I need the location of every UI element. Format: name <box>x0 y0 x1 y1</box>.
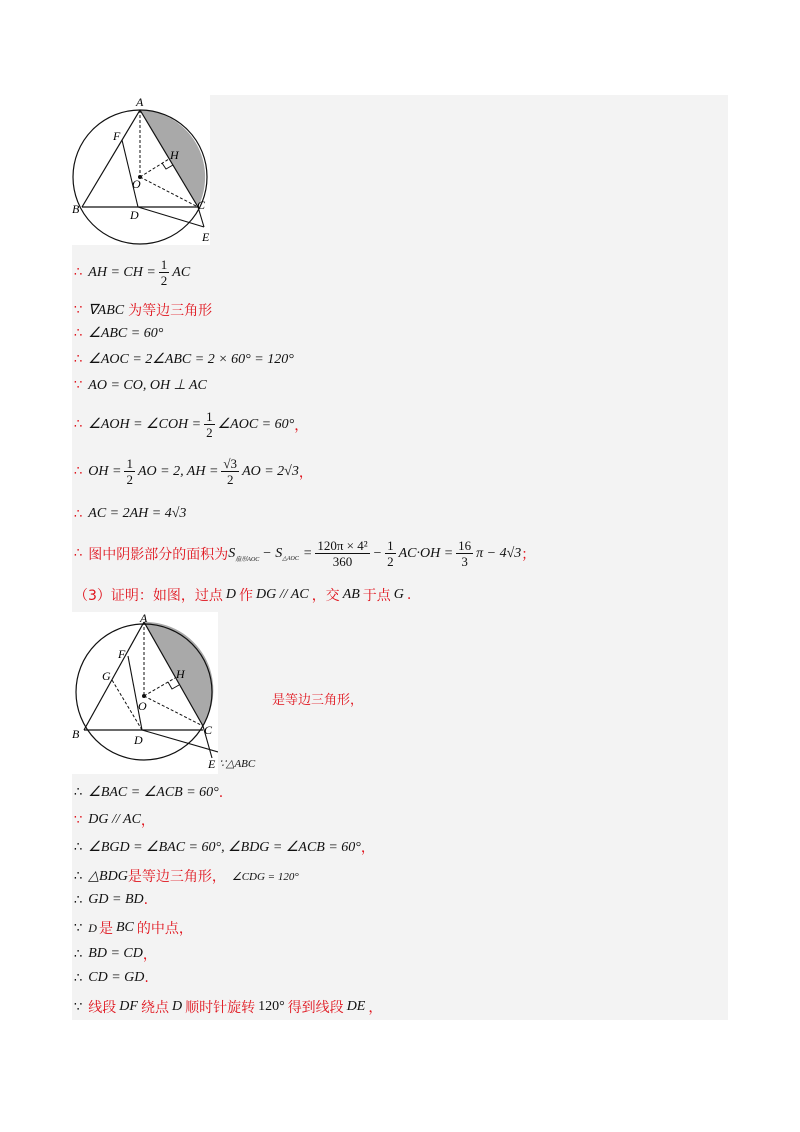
chinese-text: 作 <box>239 588 254 604</box>
math-text: AH = CH = <box>88 264 156 280</box>
chinese-text: 的中点， <box>136 921 193 937</box>
label-h: H <box>176 667 185 681</box>
chinese-text: 顺时针旋转 <box>185 1000 256 1016</box>
math-text: DE <box>346 999 366 1014</box>
therefore-symbol: ∴ <box>74 352 83 367</box>
math-text: ∠BAC = ∠ACB = 60° <box>88 785 219 800</box>
because-symbol: ∵ <box>74 302 83 318</box>
math-text: ∠BGD = ∠BAC = 60°, ∠BDG = ∠ACB = 60° <box>88 839 361 855</box>
punctuation: ， <box>368 1000 383 1016</box>
punctuation: . <box>143 892 149 908</box>
figure-2-suffix: ∵△ABC <box>219 758 256 770</box>
math-text: △BDG <box>88 868 128 884</box>
math-text: AO = 2, AH = <box>137 463 219 479</box>
math-text: D <box>171 999 183 1014</box>
subscript: △AOC <box>282 556 299 562</box>
chinese-text: 图中阴影部分的面积为 <box>88 546 229 563</box>
fraction: $\frac{16}{3}$ <box>458 538 472 569</box>
side-ab <box>84 622 144 730</box>
math-text: = <box>302 545 313 561</box>
line-6 <box>74 409 308 440</box>
line-3 <box>74 325 163 342</box>
math-text: − <box>372 545 383 561</box>
chinese-text: 是等边三角形， <box>127 869 226 885</box>
math-text: D <box>225 587 237 602</box>
line-5 <box>74 377 207 394</box>
math-text: G <box>393 587 404 602</box>
math-text: DF <box>119 999 138 1014</box>
math-text: AC = 2AH = 4√3 <box>88 506 187 521</box>
math-text: CD = GD <box>88 970 145 985</box>
fraction: $\frac{√3}{2}$ <box>223 456 238 487</box>
label-a: A <box>136 95 144 109</box>
label-c: C <box>197 198 206 212</box>
punctuation: . <box>144 970 149 986</box>
therefore-symbol: ∴ <box>74 785 83 800</box>
right-angle-mark <box>168 682 179 689</box>
math-text: π − 4√3 <box>476 545 522 561</box>
label-h: H <box>170 148 179 162</box>
center-point <box>142 694 146 698</box>
math-text: AO = 2√3 <box>242 463 299 479</box>
label-d: D <box>130 208 139 222</box>
line-19 <box>74 997 382 1017</box>
circle-diagram-1 <box>72 95 210 245</box>
label-d: D <box>134 733 143 747</box>
because-symbol: ∵ <box>74 999 83 1015</box>
line-9 <box>74 538 535 569</box>
math-text: AC·OH = <box>398 545 454 561</box>
label-o: O <box>138 699 147 713</box>
label-f: F <box>113 129 121 143</box>
punctuation: ， <box>140 813 155 829</box>
line-17 <box>74 944 157 964</box>
line-16 <box>74 918 193 938</box>
chinese-text: 绕点 <box>140 1000 169 1016</box>
circle-diagram-2 <box>72 612 218 774</box>
fraction: $\frac{\text{120π × 4²}}{360}$ <box>317 538 368 569</box>
geometry-figure-1 <box>72 95 210 245</box>
label-e: E <box>202 230 210 244</box>
line-18 <box>74 970 149 986</box>
line-8 <box>74 506 186 522</box>
math-text: BC <box>115 920 134 935</box>
therefore-symbol: ∴ <box>74 546 83 561</box>
math-text: ∠AOH = ∠COH = <box>88 417 202 432</box>
chinese-text: 为等边三角形 <box>128 303 213 319</box>
line-13 <box>74 837 375 857</box>
therefore-symbol: ∴ <box>74 326 83 341</box>
because-symbol: ∵ <box>74 920 83 936</box>
therefore-symbol: ∴ <box>74 417 83 432</box>
math-text: ∠ABC = 60° <box>88 326 164 341</box>
math-text: AO = CO, OH ⊥ AC <box>88 378 207 393</box>
therefore-symbol: ∴ <box>74 506 83 522</box>
line-2 <box>74 300 212 320</box>
label-g: G <box>102 669 111 683</box>
segment-df <box>122 140 138 207</box>
fraction: $\frac{1}{2}$ <box>126 456 133 487</box>
label-e: E <box>208 757 216 771</box>
math-text: ∇ABC <box>88 302 125 318</box>
geometry-figure-2 <box>72 612 218 774</box>
math-text: − S <box>262 545 283 561</box>
therefore-symbol: ∴ <box>74 946 83 962</box>
therefore-symbol: ∴ <box>74 892 83 908</box>
line-10 <box>74 585 411 605</box>
math-text: 120° <box>258 999 285 1014</box>
math-text: DG // AC <box>256 587 309 602</box>
fraction: $\frac{1}{2}$ <box>206 409 213 440</box>
because-symbol: ∵ <box>74 812 83 828</box>
therefore-symbol: ∴ <box>74 970 83 986</box>
label-a: A <box>140 612 148 625</box>
equilateral-note: 是等边三角形， <box>272 693 364 708</box>
label-b: B <box>72 202 80 216</box>
subscript: 扇形AOC <box>235 557 260 563</box>
line-14 <box>74 866 299 886</box>
chinese-text: 是 <box>98 921 113 937</box>
math-text: BD = CD <box>88 946 143 961</box>
fraction: $\frac{1}{2}$ <box>387 538 394 569</box>
line-12 <box>74 810 155 830</box>
math-text: ∠AOC = 2∠ABC = 2 × 60° = 120° <box>88 352 294 367</box>
punctuation: ； <box>521 546 536 563</box>
because-symbol: ∵ <box>74 378 83 393</box>
punctuation: . <box>218 784 224 801</box>
label-o: O <box>132 177 141 191</box>
side-ab <box>82 110 140 207</box>
line-11 <box>74 784 223 801</box>
math-text: GD = BD <box>88 892 144 907</box>
therefore-symbol: ∴ <box>74 464 83 479</box>
therefore-symbol: ∴ <box>74 839 83 855</box>
right-angle-mark <box>162 163 173 169</box>
math-text: OH = <box>88 463 122 479</box>
line-15 <box>74 892 148 908</box>
label-f: F <box>118 647 126 661</box>
math-text: AC <box>172 264 191 280</box>
therefore-symbol: ∴ <box>74 868 83 884</box>
chinese-text: 线段 <box>88 1000 117 1016</box>
line-4 <box>74 351 294 368</box>
math-text: DG // AC <box>88 812 141 827</box>
chinese-text: 得到线段 <box>287 1000 344 1016</box>
label-c: C <box>204 723 213 737</box>
chinese-text: ，交 <box>311 588 340 604</box>
punctuation: . <box>406 587 412 603</box>
punctuation: ， <box>142 947 157 963</box>
math-text: AB <box>342 587 360 602</box>
segment-oh <box>140 159 169 177</box>
punctuation: ， <box>360 840 375 856</box>
chinese-text: （3）证明：如图，过点 <box>74 588 223 604</box>
math-text: ∠AOC = 60° <box>217 417 295 432</box>
punctuation: ， <box>294 417 309 434</box>
math-text: S <box>228 545 236 561</box>
punctuation: ， <box>298 464 313 481</box>
line-7 <box>74 456 313 487</box>
fraction: $\frac{1}{2}$ <box>160 257 168 288</box>
label-b: B <box>72 727 80 741</box>
line-1 <box>74 257 190 288</box>
math-text: ∠CDG = 120° <box>231 870 299 883</box>
chinese-text: 于点 <box>362 588 391 604</box>
therefore-symbol: ∴ <box>74 265 83 280</box>
segment-df <box>128 656 142 730</box>
math-text: D <box>88 920 97 935</box>
